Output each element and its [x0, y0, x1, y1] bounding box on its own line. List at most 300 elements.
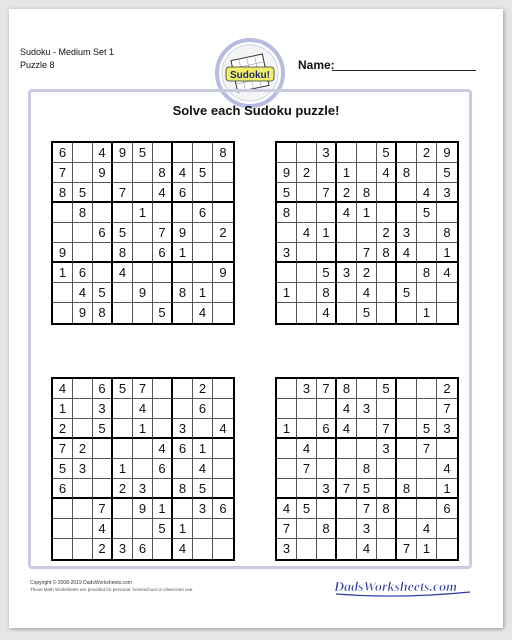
sudoku-cell[interactable]: 9 [73, 303, 93, 323]
sudoku-cell[interactable]: 1 [317, 223, 337, 243]
sudoku-cell[interactable] [397, 399, 417, 419]
sudoku-cell[interactable]: 4 [113, 263, 133, 283]
sudoku-cell[interactable] [297, 419, 317, 439]
sudoku-cell[interactable]: 5 [93, 419, 113, 439]
sudoku-cell[interactable] [153, 479, 173, 499]
sudoku-cell[interactable]: 7 [113, 183, 133, 203]
sudoku-cell[interactable]: 6 [53, 479, 73, 499]
sudoku-cell[interactable] [173, 203, 193, 223]
sudoku-cell[interactable]: 6 [93, 223, 113, 243]
sudoku-cell[interactable] [133, 183, 153, 203]
sudoku-cell[interactable] [53, 203, 73, 223]
sudoku-cell[interactable]: 7 [317, 379, 337, 399]
sudoku-cell[interactable]: 5 [377, 143, 397, 163]
sudoku-cell[interactable]: 9 [133, 499, 153, 519]
sudoku-cell[interactable] [193, 143, 213, 163]
sudoku-cell[interactable] [173, 143, 193, 163]
sudoku-cell[interactable] [417, 163, 437, 183]
sudoku-cell[interactable]: 7 [153, 223, 173, 243]
sudoku-cell[interactable]: 6 [173, 439, 193, 459]
sudoku-cell[interactable] [133, 439, 153, 459]
sudoku-cell[interactable] [337, 459, 357, 479]
sudoku-cell[interactable] [437, 519, 457, 539]
sudoku-cell[interactable]: 2 [297, 163, 317, 183]
sudoku-cell[interactable] [377, 203, 397, 223]
sudoku-cell[interactable] [357, 439, 377, 459]
sudoku-cell[interactable]: 7 [133, 379, 153, 399]
sudoku-cell[interactable]: 6 [93, 379, 113, 399]
sudoku-cell[interactable]: 5 [73, 183, 93, 203]
sudoku-cell[interactable]: 4 [193, 459, 213, 479]
sudoku-cell[interactable]: 4 [133, 399, 153, 419]
sudoku-cell[interactable] [113, 303, 133, 323]
sudoku-cell[interactable] [337, 303, 357, 323]
sudoku-cell[interactable] [297, 303, 317, 323]
sudoku-cell[interactable]: 1 [113, 459, 133, 479]
sudoku-cell[interactable]: 5 [53, 459, 73, 479]
sudoku-cell[interactable] [357, 419, 377, 439]
sudoku-cell[interactable] [153, 263, 173, 283]
sudoku-cell[interactable]: 7 [93, 499, 113, 519]
sudoku-cell[interactable] [173, 303, 193, 323]
sudoku-cell[interactable]: 7 [53, 163, 73, 183]
sudoku-cell[interactable] [93, 459, 113, 479]
sudoku-cell[interactable]: 9 [133, 283, 153, 303]
sudoku-cell[interactable]: 1 [173, 243, 193, 263]
sudoku-cell[interactable] [357, 379, 377, 399]
sudoku-cell[interactable] [133, 303, 153, 323]
sudoku-cell[interactable]: 2 [417, 143, 437, 163]
sudoku-cell[interactable]: 4 [337, 419, 357, 439]
sudoku-cell[interactable] [277, 439, 297, 459]
sudoku-cell[interactable] [277, 143, 297, 163]
sudoku-cell[interactable]: 3 [437, 419, 457, 439]
sudoku-cell[interactable] [153, 283, 173, 303]
sudoku-cell[interactable]: 7 [357, 243, 377, 263]
sudoku-cell[interactable] [397, 459, 417, 479]
sudoku-cell[interactable] [113, 519, 133, 539]
sudoku-cell[interactable] [297, 539, 317, 559]
sudoku-cell[interactable] [213, 163, 233, 183]
sudoku-cell[interactable]: 6 [173, 183, 193, 203]
sudoku-cell[interactable] [377, 399, 397, 419]
sudoku-cell[interactable]: 8 [277, 203, 297, 223]
sudoku-cell[interactable]: 5 [317, 263, 337, 283]
sudoku-cell[interactable] [113, 399, 133, 419]
sudoku-cell[interactable] [357, 223, 377, 243]
sudoku-cell[interactable]: 6 [153, 459, 173, 479]
sudoku-cell[interactable] [173, 379, 193, 399]
sudoku-cell[interactable] [133, 243, 153, 263]
sudoku-cell[interactable] [417, 459, 437, 479]
sudoku-cell[interactable]: 9 [437, 143, 457, 163]
sudoku-cell[interactable]: 3 [93, 399, 113, 419]
sudoku-cell[interactable] [133, 459, 153, 479]
sudoku-cell[interactable]: 3 [437, 183, 457, 203]
sudoku-cell[interactable]: 7 [357, 499, 377, 519]
sudoku-cell[interactable]: 4 [437, 459, 457, 479]
sudoku-cell[interactable]: 5 [377, 379, 397, 399]
sudoku-cell[interactable] [377, 283, 397, 303]
sudoku-cell[interactable]: 7 [377, 419, 397, 439]
sudoku-cell[interactable]: 6 [193, 203, 213, 223]
sudoku-cell[interactable]: 5 [417, 203, 437, 223]
sudoku-cell[interactable] [213, 379, 233, 399]
sudoku-cell[interactable] [113, 499, 133, 519]
sudoku-cell[interactable]: 1 [53, 399, 73, 419]
sudoku-cell[interactable] [153, 539, 173, 559]
sudoku-cell[interactable] [133, 519, 153, 539]
sudoku-cell[interactable]: 5 [113, 379, 133, 399]
sudoku-cell[interactable] [73, 519, 93, 539]
sudoku-cell[interactable]: 4 [73, 283, 93, 303]
sudoku-cell[interactable]: 4 [277, 499, 297, 519]
sudoku-cell[interactable]: 8 [153, 163, 173, 183]
sudoku-cell[interactable] [133, 223, 153, 243]
sudoku-cell[interactable]: 2 [193, 379, 213, 399]
sudoku-cell[interactable]: 5 [277, 183, 297, 203]
sudoku-cell[interactable]: 5 [397, 283, 417, 303]
sudoku-cell[interactable]: 5 [133, 143, 153, 163]
sudoku-cell[interactable] [377, 519, 397, 539]
sudoku-cell[interactable] [213, 283, 233, 303]
sudoku-cell[interactable]: 4 [317, 303, 337, 323]
sudoku-cell[interactable] [297, 143, 317, 163]
sudoku-cell[interactable] [73, 539, 93, 559]
sudoku-cell[interactable] [337, 519, 357, 539]
sudoku-cell[interactable]: 1 [153, 499, 173, 519]
sudoku-cell[interactable] [73, 479, 93, 499]
sudoku-cell[interactable]: 1 [173, 519, 193, 539]
sudoku-cell[interactable]: 3 [73, 459, 93, 479]
sudoku-cell[interactable] [377, 263, 397, 283]
sudoku-cell[interactable]: 2 [377, 223, 397, 243]
sudoku-cell[interactable]: 3 [317, 143, 337, 163]
sudoku-cell[interactable]: 8 [337, 379, 357, 399]
sudoku-cell[interactable]: 5 [193, 479, 213, 499]
sudoku-cell[interactable]: 7 [277, 519, 297, 539]
sudoku-cell[interactable]: 4 [297, 439, 317, 459]
sudoku-cell[interactable]: 8 [357, 183, 377, 203]
sudoku-cell[interactable]: 5 [297, 499, 317, 519]
sudoku-cell[interactable] [193, 183, 213, 203]
sudoku-cell[interactable] [317, 499, 337, 519]
sudoku-cell[interactable]: 6 [213, 499, 233, 519]
sudoku-cell[interactable]: 1 [277, 283, 297, 303]
sudoku-cell[interactable]: 8 [377, 499, 397, 519]
sudoku-cell[interactable]: 8 [73, 203, 93, 223]
sudoku-cell[interactable] [317, 163, 337, 183]
sudoku-cell[interactable]: 2 [113, 479, 133, 499]
sudoku-cell[interactable]: 3 [337, 263, 357, 283]
sudoku-cell[interactable] [297, 183, 317, 203]
sudoku-cell[interactable]: 8 [317, 283, 337, 303]
sudoku-cell[interactable] [213, 519, 233, 539]
sudoku-cell[interactable] [297, 263, 317, 283]
sudoku-cell[interactable] [377, 303, 397, 323]
sudoku-cell[interactable] [297, 243, 317, 263]
sudoku-cell[interactable] [377, 183, 397, 203]
name-field[interactable] [332, 70, 476, 71]
sudoku-cell[interactable]: 8 [397, 163, 417, 183]
sudoku-cell[interactable] [193, 539, 213, 559]
sudoku-cell[interactable] [417, 223, 437, 243]
sudoku-cell[interactable] [417, 479, 437, 499]
sudoku-cell[interactable]: 2 [437, 379, 457, 399]
sudoku-cell[interactable]: 7 [337, 479, 357, 499]
sudoku-cell[interactable]: 4 [337, 203, 357, 223]
sudoku-cell[interactable]: 3 [193, 499, 213, 519]
sudoku-cell[interactable] [317, 439, 337, 459]
sudoku-cell[interactable] [173, 263, 193, 283]
sudoku-cell[interactable]: 4 [193, 303, 213, 323]
sudoku-cell[interactable] [213, 303, 233, 323]
sudoku-cell[interactable] [377, 479, 397, 499]
sudoku-cell[interactable] [53, 539, 73, 559]
sudoku-cell[interactable] [337, 439, 357, 459]
sudoku-cell[interactable]: 4 [93, 143, 113, 163]
sudoku-cell[interactable]: 3 [297, 379, 317, 399]
sudoku-cell[interactable] [173, 399, 193, 419]
sudoku-cell[interactable]: 1 [417, 303, 437, 323]
sudoku-cell[interactable]: 1 [437, 479, 457, 499]
sudoku-cell[interactable]: 4 [357, 539, 377, 559]
sudoku-cell[interactable] [53, 223, 73, 243]
sudoku-cell[interactable]: 2 [357, 263, 377, 283]
sudoku-cell[interactable] [193, 263, 213, 283]
sudoku-cell[interactable] [297, 479, 317, 499]
sudoku-cell[interactable] [153, 203, 173, 223]
sudoku-cell[interactable] [113, 163, 133, 183]
sudoku-cell[interactable]: 8 [397, 479, 417, 499]
sudoku-cell[interactable] [213, 243, 233, 263]
sudoku-cell[interactable]: 4 [297, 223, 317, 243]
sudoku-cell[interactable]: 4 [397, 243, 417, 263]
sudoku-cell[interactable] [153, 143, 173, 163]
sudoku-cell[interactable]: 4 [173, 539, 193, 559]
sudoku-cell[interactable]: 3 [357, 399, 377, 419]
sudoku-cell[interactable] [93, 203, 113, 223]
sudoku-cell[interactable]: 1 [357, 203, 377, 223]
sudoku-cell[interactable] [193, 223, 213, 243]
sudoku-cell[interactable]: 4 [153, 183, 173, 203]
sudoku-cell[interactable] [73, 399, 93, 419]
sudoku-cell[interactable]: 1 [133, 203, 153, 223]
sudoku-cell[interactable]: 3 [277, 539, 297, 559]
sudoku-cell[interactable] [113, 283, 133, 303]
sudoku-cell[interactable] [193, 243, 213, 263]
sudoku-cell[interactable] [297, 203, 317, 223]
sudoku-cell[interactable] [153, 419, 173, 439]
sudoku-cell[interactable] [317, 539, 337, 559]
sudoku-cell[interactable]: 4 [417, 519, 437, 539]
sudoku-cell[interactable]: 8 [437, 223, 457, 243]
sudoku-cell[interactable] [297, 283, 317, 303]
sudoku-cell[interactable] [417, 499, 437, 519]
sudoku-cell[interactable]: 1 [437, 243, 457, 263]
sudoku-cell[interactable]: 4 [337, 399, 357, 419]
sudoku-cell[interactable] [213, 459, 233, 479]
sudoku-cell[interactable]: 3 [133, 479, 153, 499]
sudoku-cell[interactable] [397, 439, 417, 459]
sudoku-cell[interactable]: 6 [53, 143, 73, 163]
sudoku-cell[interactable] [397, 499, 417, 519]
sudoku-cell[interactable]: 8 [377, 243, 397, 263]
sudoku-cell[interactable]: 1 [133, 419, 153, 439]
sudoku-cell[interactable]: 8 [173, 479, 193, 499]
sudoku-cell[interactable]: 2 [337, 183, 357, 203]
sudoku-cell[interactable]: 3 [277, 243, 297, 263]
sudoku-cell[interactable]: 5 [153, 519, 173, 539]
sudoku-cell[interactable] [417, 399, 437, 419]
sudoku-cell[interactable]: 9 [213, 263, 233, 283]
sudoku-cell[interactable] [277, 479, 297, 499]
sudoku-cell[interactable] [277, 459, 297, 479]
sudoku-cell[interactable]: 7 [53, 439, 73, 459]
sudoku-cell[interactable] [397, 203, 417, 223]
sudoku-cell[interactable] [417, 243, 437, 263]
sudoku-cell[interactable]: 2 [73, 439, 93, 459]
sudoku-cell[interactable]: 8 [417, 263, 437, 283]
sudoku-cell[interactable] [277, 303, 297, 323]
sudoku-cell[interactable] [337, 223, 357, 243]
sudoku-cell[interactable] [93, 243, 113, 263]
sudoku-cell[interactable]: 6 [317, 419, 337, 439]
sudoku-cell[interactable] [213, 479, 233, 499]
sudoku-cell[interactable] [133, 163, 153, 183]
sudoku-cell[interactable] [437, 539, 457, 559]
sudoku-cell[interactable] [317, 399, 337, 419]
sudoku-cell[interactable] [93, 263, 113, 283]
sudoku-cell[interactable] [73, 499, 93, 519]
sudoku-cell[interactable] [417, 379, 437, 399]
sudoku-cell[interactable] [277, 399, 297, 419]
sudoku-cell[interactable]: 9 [53, 243, 73, 263]
sudoku-cell[interactable]: 3 [113, 539, 133, 559]
sudoku-cell[interactable] [73, 379, 93, 399]
sudoku-cell[interactable] [53, 519, 73, 539]
sudoku-cell[interactable] [213, 183, 233, 203]
sudoku-cell[interactable]: 6 [133, 539, 153, 559]
sudoku-cell[interactable] [113, 439, 133, 459]
sudoku-cell[interactable]: 4 [213, 419, 233, 439]
sudoku-cell[interactable]: 5 [357, 479, 377, 499]
sudoku-cell[interactable]: 8 [93, 303, 113, 323]
sudoku-cell[interactable]: 8 [53, 183, 73, 203]
sudoku-cell[interactable] [357, 163, 377, 183]
sudoku-cell[interactable]: 4 [417, 183, 437, 203]
sudoku-cell[interactable] [337, 143, 357, 163]
sudoku-cell[interactable] [53, 303, 73, 323]
sudoku-cell[interactable]: 9 [93, 163, 113, 183]
sudoku-cell[interactable] [153, 399, 173, 419]
sudoku-cell[interactable]: 1 [337, 163, 357, 183]
sudoku-cell[interactable] [337, 283, 357, 303]
sudoku-cell[interactable]: 4 [377, 163, 397, 183]
sudoku-cell[interactable]: 5 [113, 223, 133, 243]
sudoku-cell[interactable]: 7 [437, 399, 457, 419]
sudoku-cell[interactable]: 5 [193, 163, 213, 183]
sudoku-cell[interactable]: 8 [113, 243, 133, 263]
sudoku-cell[interactable] [357, 143, 377, 163]
sudoku-cell[interactable]: 2 [53, 419, 73, 439]
sudoku-cell[interactable] [397, 183, 417, 203]
sudoku-cell[interactable] [437, 439, 457, 459]
sudoku-cell[interactable] [337, 243, 357, 263]
sudoku-cell[interactable]: 4 [53, 379, 73, 399]
sudoku-cell[interactable] [317, 459, 337, 479]
sudoku-cell[interactable]: 8 [357, 459, 377, 479]
sudoku-cell[interactable] [53, 499, 73, 519]
sudoku-cell[interactable] [377, 539, 397, 559]
sudoku-cell[interactable] [213, 539, 233, 559]
sudoku-cell[interactable]: 5 [357, 303, 377, 323]
sudoku-cell[interactable] [193, 519, 213, 539]
sudoku-cell[interactable]: 9 [113, 143, 133, 163]
sudoku-cell[interactable]: 4 [173, 163, 193, 183]
sudoku-cell[interactable]: 2 [213, 223, 233, 243]
sudoku-cell[interactable]: 4 [153, 439, 173, 459]
sudoku-cell[interactable]: 5 [153, 303, 173, 323]
sudoku-cell[interactable]: 7 [397, 539, 417, 559]
sudoku-cell[interactable] [397, 419, 417, 439]
sudoku-cell[interactable] [213, 203, 233, 223]
sudoku-cell[interactable] [173, 499, 193, 519]
sudoku-cell[interactable] [277, 379, 297, 399]
sudoku-cell[interactable] [397, 519, 417, 539]
sudoku-cell[interactable] [337, 499, 357, 519]
sudoku-cell[interactable] [93, 183, 113, 203]
sudoku-cell[interactable] [317, 203, 337, 223]
sudoku-cell[interactable]: 4 [93, 519, 113, 539]
sudoku-cell[interactable]: 1 [53, 263, 73, 283]
sudoku-cell[interactable] [53, 283, 73, 303]
sudoku-cell[interactable] [437, 303, 457, 323]
sudoku-cell[interactable]: 5 [93, 283, 113, 303]
sudoku-cell[interactable]: 7 [417, 439, 437, 459]
sudoku-cell[interactable] [417, 283, 437, 303]
sudoku-cell[interactable] [377, 459, 397, 479]
sudoku-cell[interactable]: 4 [357, 283, 377, 303]
sudoku-cell[interactable]: 4 [437, 263, 457, 283]
sudoku-cell[interactable]: 5 [417, 419, 437, 439]
sudoku-cell[interactable] [437, 203, 457, 223]
sudoku-cell[interactable]: 7 [317, 183, 337, 203]
sudoku-cell[interactable] [73, 163, 93, 183]
sudoku-cell[interactable] [113, 203, 133, 223]
sudoku-cell[interactable] [73, 143, 93, 163]
sudoku-cell[interactable]: 3 [397, 223, 417, 243]
sudoku-cell[interactable] [93, 479, 113, 499]
sudoku-cell[interactable] [397, 263, 417, 283]
sudoku-cell[interactable]: 6 [437, 499, 457, 519]
sudoku-cell[interactable] [277, 223, 297, 243]
sudoku-cell[interactable] [73, 243, 93, 263]
sudoku-cell[interactable]: 1 [277, 419, 297, 439]
sudoku-cell[interactable] [397, 379, 417, 399]
sudoku-cell[interactable]: 1 [417, 539, 437, 559]
sudoku-cell[interactable]: 3 [317, 479, 337, 499]
sudoku-cell[interactable]: 3 [377, 439, 397, 459]
sudoku-cell[interactable]: 8 [173, 283, 193, 303]
sudoku-cell[interactable] [133, 263, 153, 283]
sudoku-cell[interactable]: 5 [437, 163, 457, 183]
sudoku-cell[interactable]: 9 [173, 223, 193, 243]
sudoku-cell[interactable] [193, 419, 213, 439]
sudoku-cell[interactable] [297, 399, 317, 419]
sudoku-cell[interactable] [277, 263, 297, 283]
sudoku-cell[interactable] [173, 459, 193, 479]
